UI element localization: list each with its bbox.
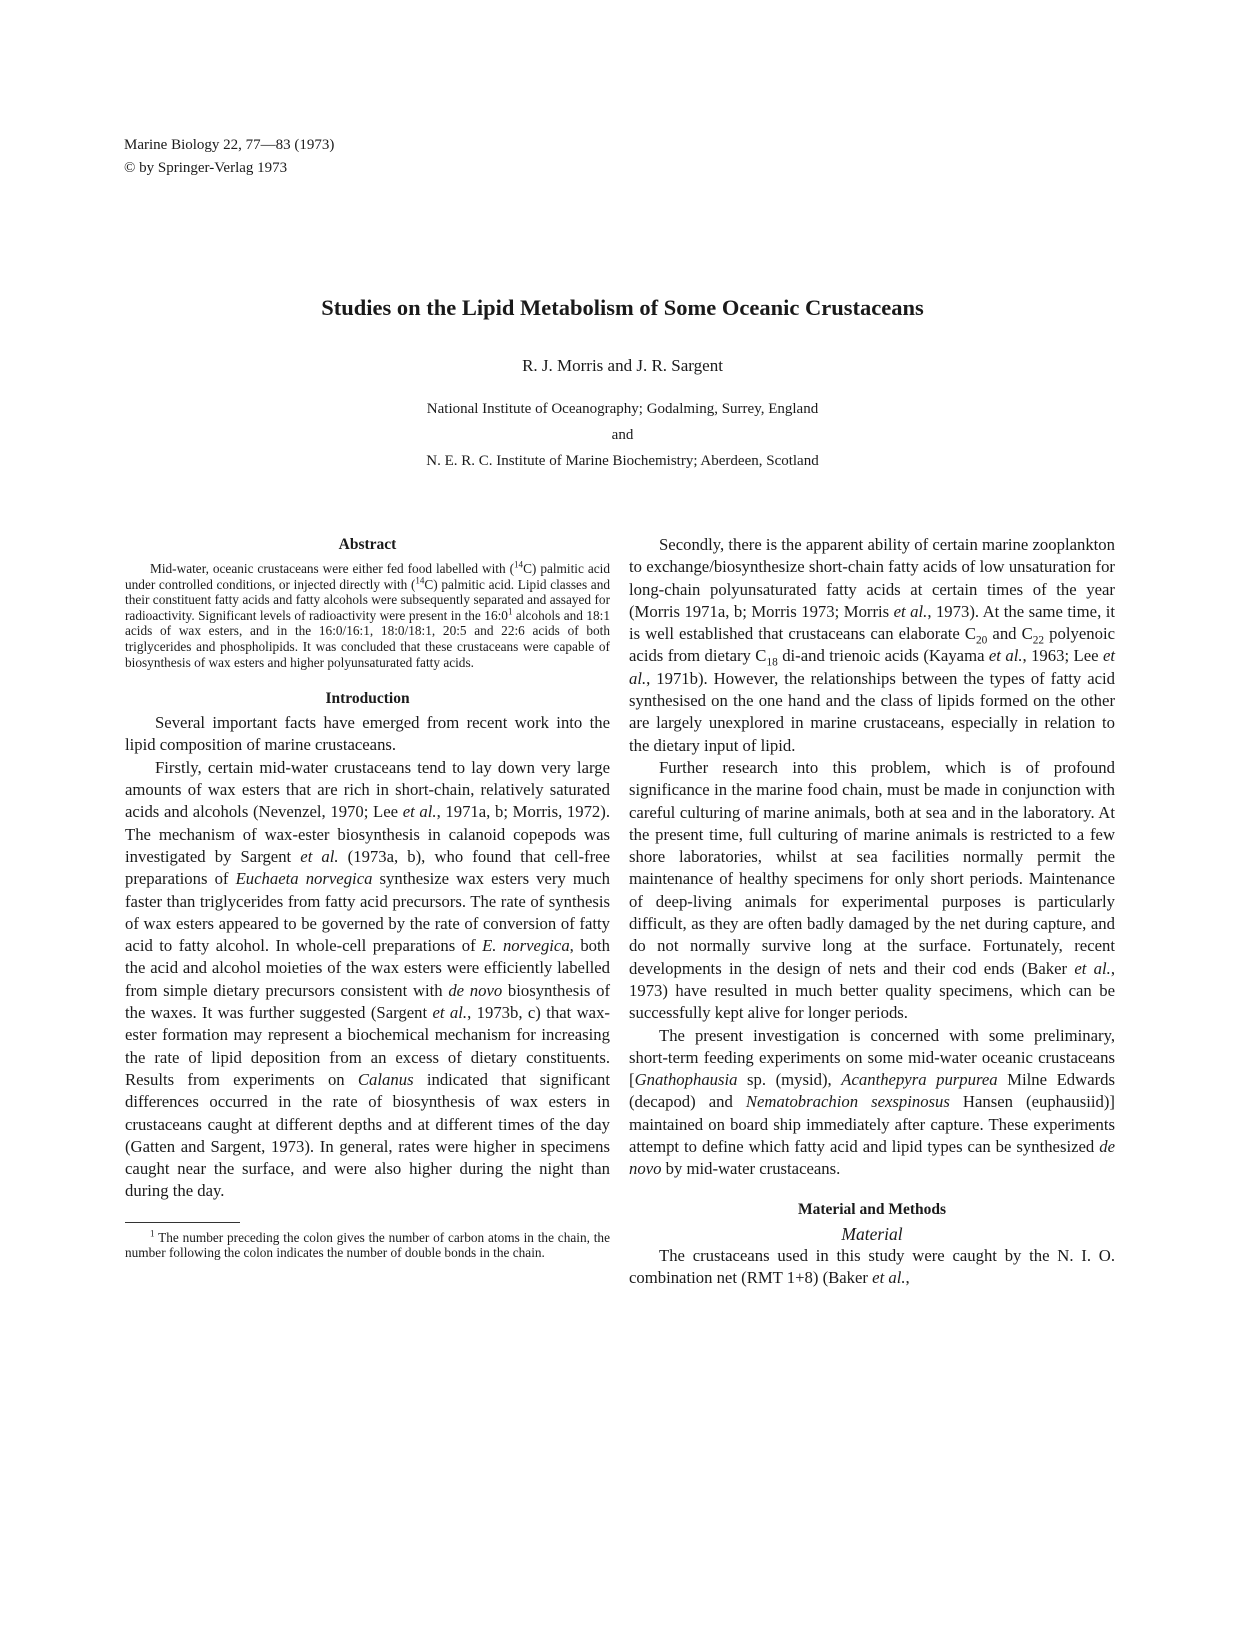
intro-paragraph-5: The present investigation is concerned with some preliminary, short-term feeding experiments on some mid-water oceanic crustaceans [Gnathophausia sp. (mysid), Acanthepyra purpurea Milne Edwards (decapod) and Nematobrachion sexspinosus Hansen (euphausiid)] maintained on board ship immediately after capture. These experiments attempt to define which fatty acid and lipid types can be synthesized de novo by mid-water crustaceans. [629,1025,1115,1179]
affiliation-first: National Institute of Oceanography; Godalming, Surrey, England [426,401,819,417]
abstract-heading: Abstract [338,536,397,553]
abstract-text: Mid-water, oceanic crustaceans were either fed food labelled with ($^{14}$C) palmitic acid under controlled conditions, or injected directly with ($^{14}$C) palmitic acid. Lipid classes and their constituent fatty acids and fatty alcohols were subsequently separated and assayed for radioactivity. Significant levels of radioactivity were present in the $16:0^1$ alcohols and 18:1 acids of wax esters, and in the 16:0/16:1, 18:0/18:1, 20:5 and 22:6 acids of both triglycerides and phospholipids. It was concluded that these crustaceans were capable of biosynthesis of wax esters and higher polyunsaturated fatty acids. [125,559,610,670]
journal-header [124,134,334,180]
affiliation-second: N. E. R. C. Institute of Marine Biochemistry; Aberdeen, Scotland [426,453,819,469]
methods-heading: Material and Methods [797,1200,947,1218]
introduction-heading: Introduction [325,690,410,708]
author-list: R. J. Morris and J. R. Sargent [522,356,723,375]
intro-paragraph-3: Secondly, there is the apparent ability of certain marine zooplankton to exchange/biosynthesize short-chain fatty acids of low unsaturation for long-chain polyunsaturated fatty acids at certain times of the year (Morris 1971a, b; Morris 1973; Morris et al., 1973). At the same time, it is well established that crustaceans can elaborate $C_{20}$ and $C_{22}$ polyenoic acids from dietary $C_{18}$ di-and trienoic acids (Kayama et al., 1963; Lee et al., 1971b). However, the relationships between the types of fatty acid synthesised on the one hand and the class of lipids formed on the other are largely unexplored in marine crustaceans, especially in relation to the dietary input of lipid. [629,535,1115,755]
journal-citation: Marine Biology 22, 77—83 (1973) [124,137,335,153]
intro-paragraph-2: Firstly, certain mid-water crustaceans tend to lay down very large amounts of wax esters that are rich in short-chain, relatively saturated acids and alcohols (Nevenzel, 1970; Lee et al., 1971a, b; Morris, 1972). The mechanism of wax-ester biosynthesis in calanoid copepods was investigated by Sargent et al. (1973a, b), who found that cell-free preparations of Euchaeta norvegica synthesize wax esters very much faster than triglycerides from fatty acid precursors. The rate of synthesis of wax esters appeared to be governed by the rate of conversion of fatty acid to fatty alcohol. In whole-cell preparations of E. norvegica, both the acid and alcohol moieties of the wax esters were efficiently labelled from simple dietary precursors consistent with de novo biosynthesis of the waxes. It was further suggested (Sargent et al., 1973b, c) that wax-ester formation may represent a biochemical mechanism for increasing the rate of lipid deposition from an excess of dietary constituents. Results from experiments on Calanus indicated that significant differences occurred in the rate of biosynthesis of wax esters in crustaceans caught at different depths and at different times of the day (Gatten and Sargent, 1973). In general, rates were higher in specimens caught near the surface, and were also higher during the night than during the day. [125,757,611,1201]
material-subheading: Material [841,1223,903,1244]
right-column [629,534,1115,1289]
affiliations [0,396,1245,474]
footnote: $^1$ The number preceding the colon gives the number of carbon atoms in the chain, the number following the colon indicates the number of double bonds in the chain. [125,1228,610,1261]
footnote-divider [125,1222,240,1223]
paper-title: Studies on the Lipid Metabolism of Some Oceanic Crustaceans [321,295,924,320]
copyright-line: © by Springer-Verlag 1973 [124,160,288,176]
affiliation-joiner: and [611,427,634,443]
title-block [0,294,1245,474]
intro-paragraph-1: Several important facts have emerged from recent work into the lipid composition of marine crustaceans. [125,713,610,755]
intro-paragraph-4: Further research into this problem, which is of profound significance in the marine food chain, must be made in conjunction with careful culturing of marine animals, both at sea and in the laboratory. At the present time, full culturing of marine animals is restricted to a few shore laboratories, whilst at sea facilities normally permit the maintenance of healthy specimens for only short periods. Maintenance of deep-living animals for experimental purposes is particularly difficult, as they are often badly damaged by the net during capture, and do not normally survive long at the surface. Fortunately, recent developments in the design of nets and their cod ends (Baker et al., 1973) have resulted in much better quality specimens, which can be successfully kept alive for longer periods. [629,757,1115,1023]
methods-paragraph-1: The crustaceans used in this study were caught by the N. I. O. combination net (RMT 1+8) (Baker et al., [629,1245,1115,1287]
left-column [125,534,610,1261]
